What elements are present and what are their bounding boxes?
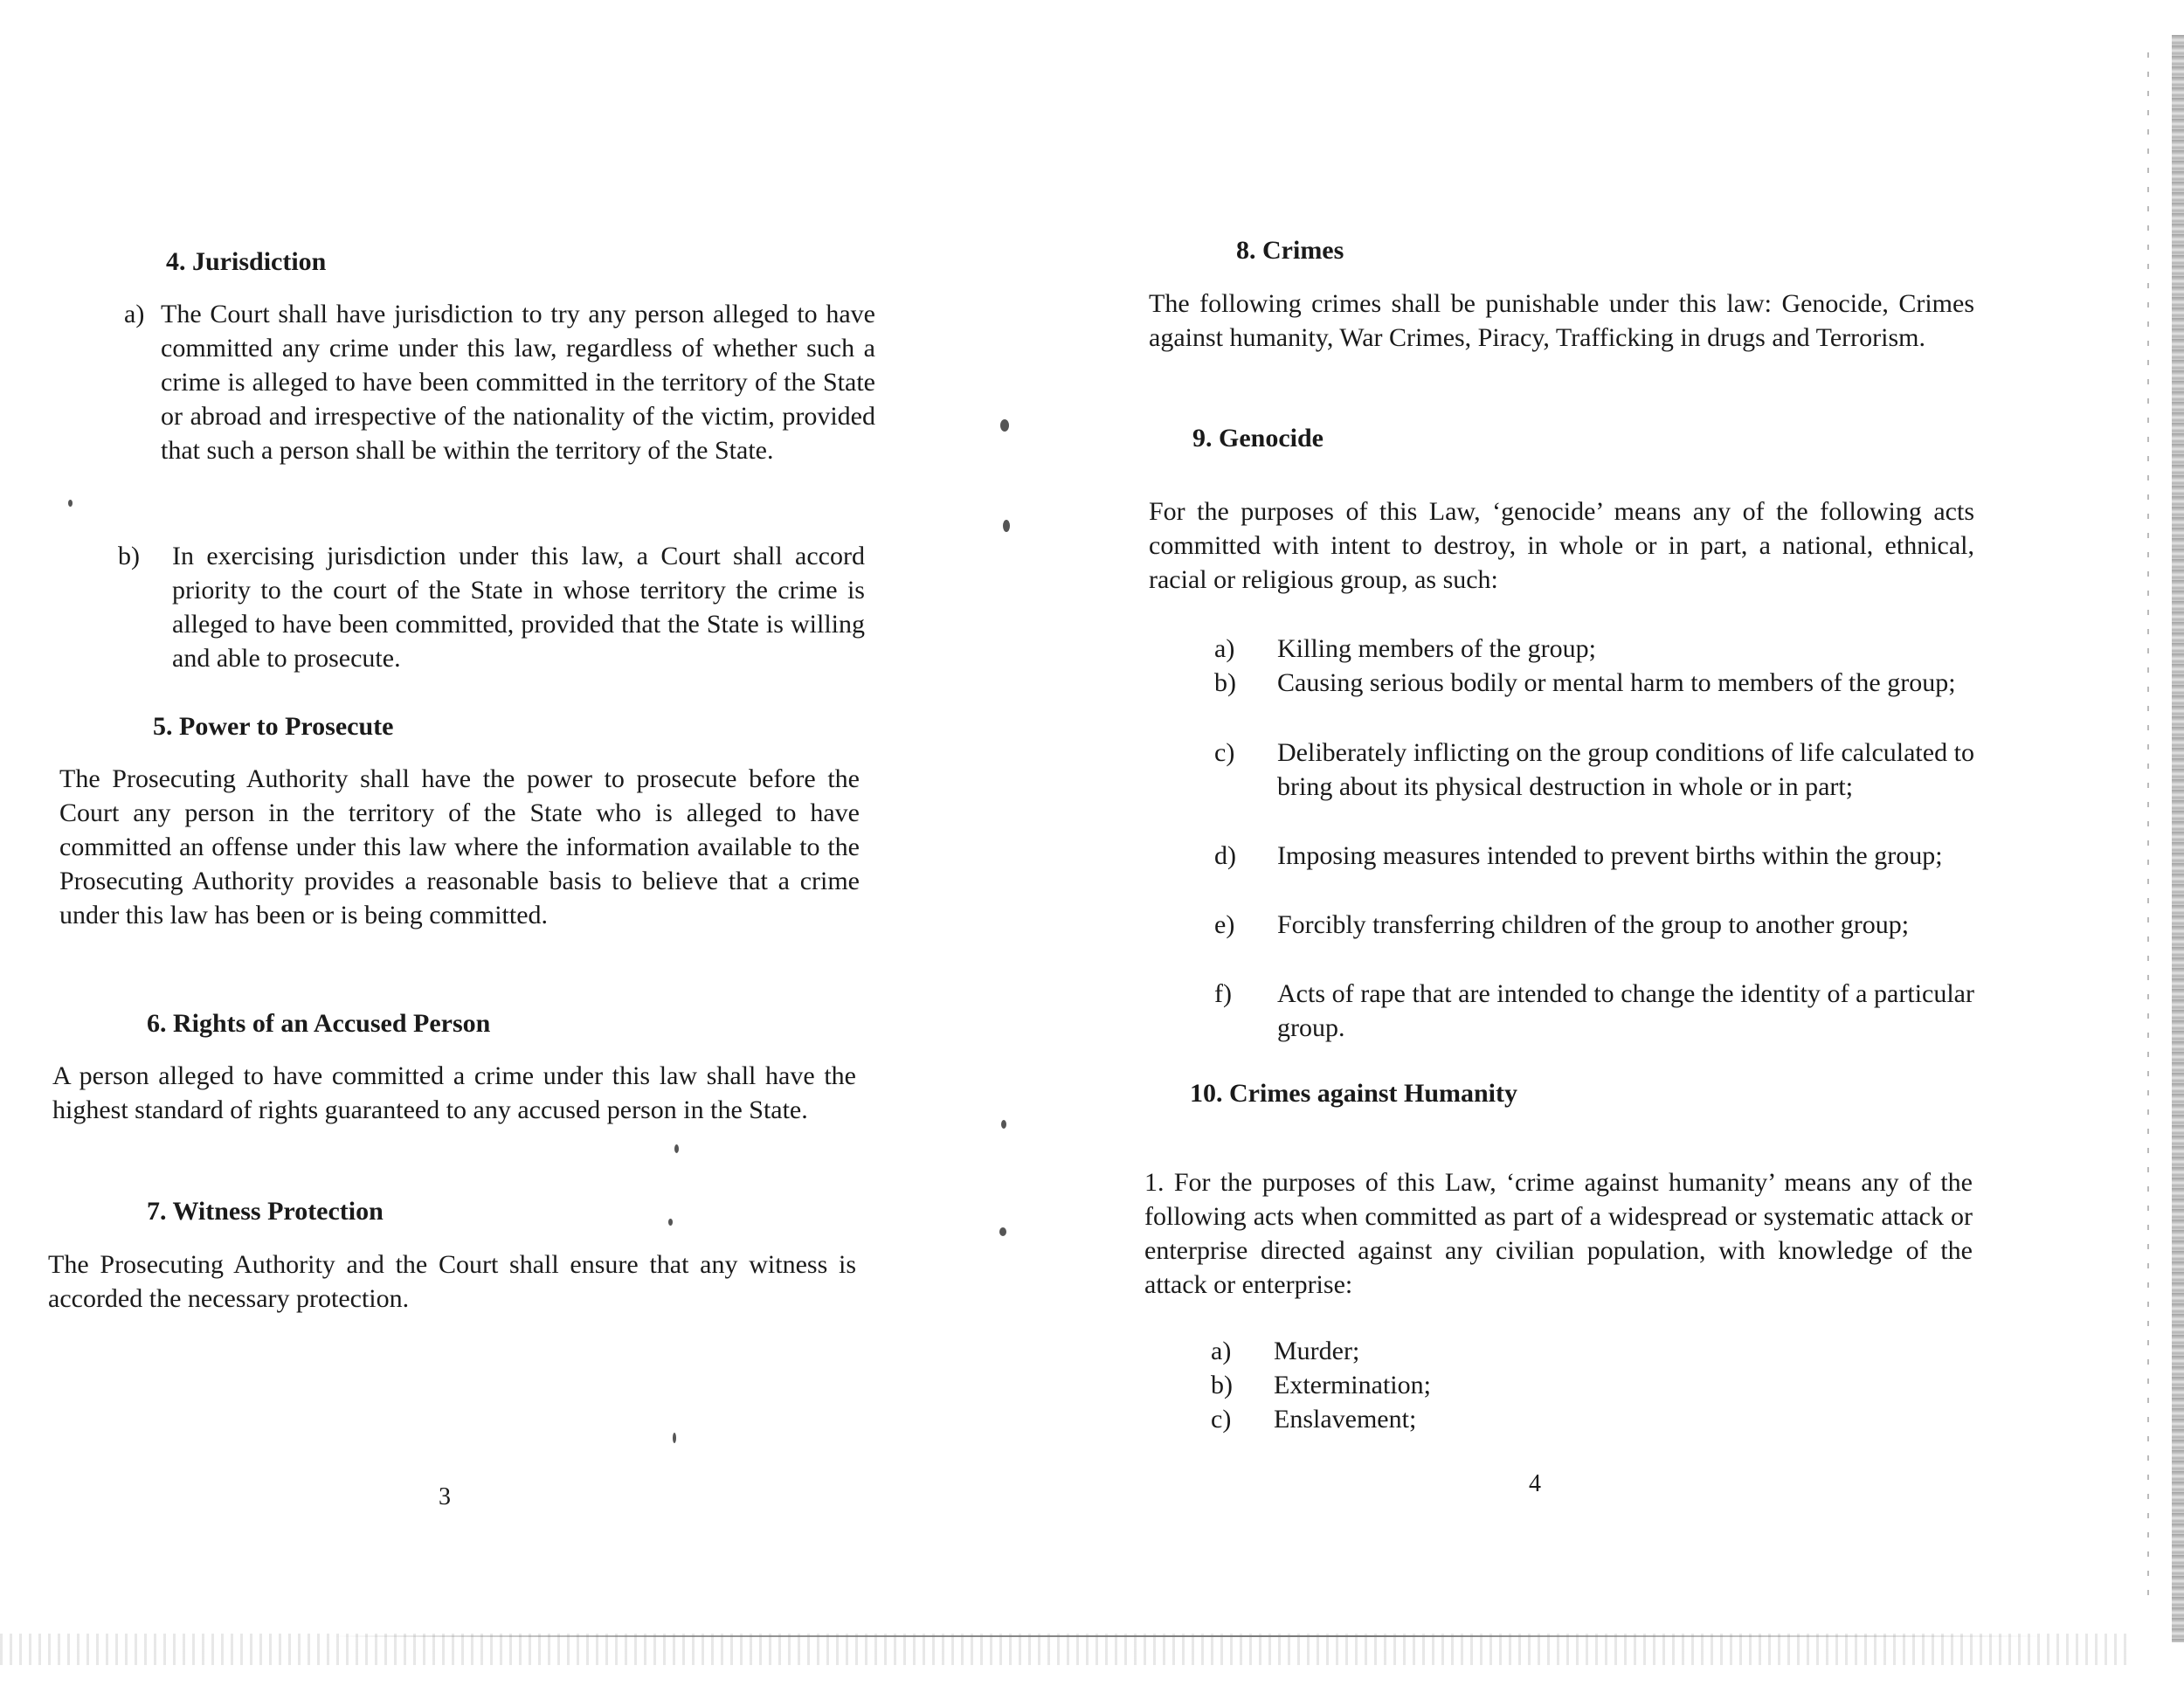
- scan-speck: [68, 500, 73, 507]
- section-7-text: The Prosecuting Authority and the Court shall ensure that any witness is accorded the necessary protection.: [48, 1250, 856, 1313]
- item-text: Acts of rape that are intended to change the identity of a particular group.: [1277, 979, 1974, 1042]
- scan-speck: [673, 1433, 676, 1443]
- item-text: Enslavement;: [1274, 1405, 1417, 1434]
- item-text: Extermination;: [1274, 1371, 1431, 1399]
- section-9-intro: For the purposes of this Law, ‘genocide’ means any of the following acts committed with intent to destroy, in whole or in part, a national, ethnical, racial or religious group, as such:: [1149, 497, 1974, 594]
- section-7-heading: 7. Witness Protection: [147, 1197, 384, 1226]
- item-label: c): [1214, 738, 1235, 767]
- page-number-left: 3: [439, 1483, 451, 1510]
- scan-speck: [1001, 1120, 1006, 1129]
- item-text: Murder;: [1274, 1337, 1360, 1365]
- item-label: c): [1211, 1405, 1232, 1434]
- item-label: b): [118, 542, 140, 570]
- item-text: Imposing measures intended to prevent births within the group;: [1277, 841, 1943, 870]
- item-label: d): [1214, 841, 1236, 870]
- section-5-text: The Prosecuting Authority shall have the power to prosecute before the Court any person in the territory of the State who is alleged to have committed an offense under this law where the information available to the Prosecuting Authority provides a reasonable basis to believe that a crime under this law has been or is being committed.: [59, 764, 860, 929]
- item-text: Killing members of the group;: [1277, 634, 1596, 663]
- section-8-heading: 8. Crimes: [1236, 236, 1344, 265]
- item-label: b): [1214, 668, 1236, 697]
- scan-bottom-noise: [0, 1634, 2132, 1665]
- scan-speck: [674, 1144, 679, 1153]
- section-10-intro: 1. For the purposes of this Law, ‘crime against humanity’ means any of the following acts when committed as part of a widespread or systematic attack or enterprise directed against any civilian population, with knowledge of the attack or enterprise:: [1144, 1168, 1973, 1299]
- scan-edge-artifact: [2172, 35, 2184, 1642]
- scan-edge-dashes: [2147, 52, 2149, 1607]
- item-label: f): [1214, 979, 1232, 1008]
- section-4-heading: 4. Jurisdiction: [166, 247, 327, 276]
- section-6-heading: 6. Rights of an Accused Person: [147, 1009, 491, 1038]
- item-text: The Court shall have jurisdiction to try any person alleged to have committed any crime under this law, regardless of whether such a crime is alleged to have been committed in the territory of the State or abroad and irrespective of the nationality of the victim, provided that such a person shall be within the territory of the State.: [161, 300, 875, 465]
- section-10-heading: 10. Crimes against Humanity: [1190, 1079, 1517, 1108]
- item-text: Causing serious bodily or mental harm to members of the group;: [1277, 668, 1956, 697]
- left-page: [0, 0, 996, 1693]
- item-text: In exercising jurisdiction under this law, a Court shall accord priority to the court of the State in whose territory the crime is alleged to have been committed, provided that the State is willing and able to prosecute.: [172, 542, 865, 673]
- scan-speck: [1003, 520, 1010, 532]
- scan-speck: [999, 1227, 1006, 1236]
- item-text: Deliberately inflicting on the group conditions of life calculated to bring about its physical destruction in whole or in part;: [1277, 738, 1974, 801]
- item-label: a): [124, 300, 145, 328]
- item-text: Forcibly transferring children of the group to another group;: [1277, 910, 1910, 939]
- section-8-text: The following crimes shall be punishable under this law: Genocide, Crimes against humanity, War Crimes, Piracy, Trafficking in drugs and Terrorism.: [1149, 289, 1974, 352]
- item-label: a): [1214, 634, 1235, 663]
- scan-speck: [668, 1219, 673, 1226]
- page-number-right: 4: [1529, 1470, 1541, 1497]
- item-label: a): [1211, 1337, 1232, 1365]
- item-label: b): [1211, 1371, 1233, 1399]
- section-9-heading: 9. Genocide: [1192, 424, 1324, 453]
- scan-speck: [1000, 419, 1009, 432]
- section-5-heading: 5. Power to Prosecute: [153, 712, 394, 741]
- right-page: [1127, 0, 1974, 1693]
- item-label: e): [1214, 910, 1235, 939]
- section-6-text: A person alleged to have committed a crime under this law shall have the highest standard of rights guaranteed to any accused person in the State.: [52, 1061, 856, 1124]
